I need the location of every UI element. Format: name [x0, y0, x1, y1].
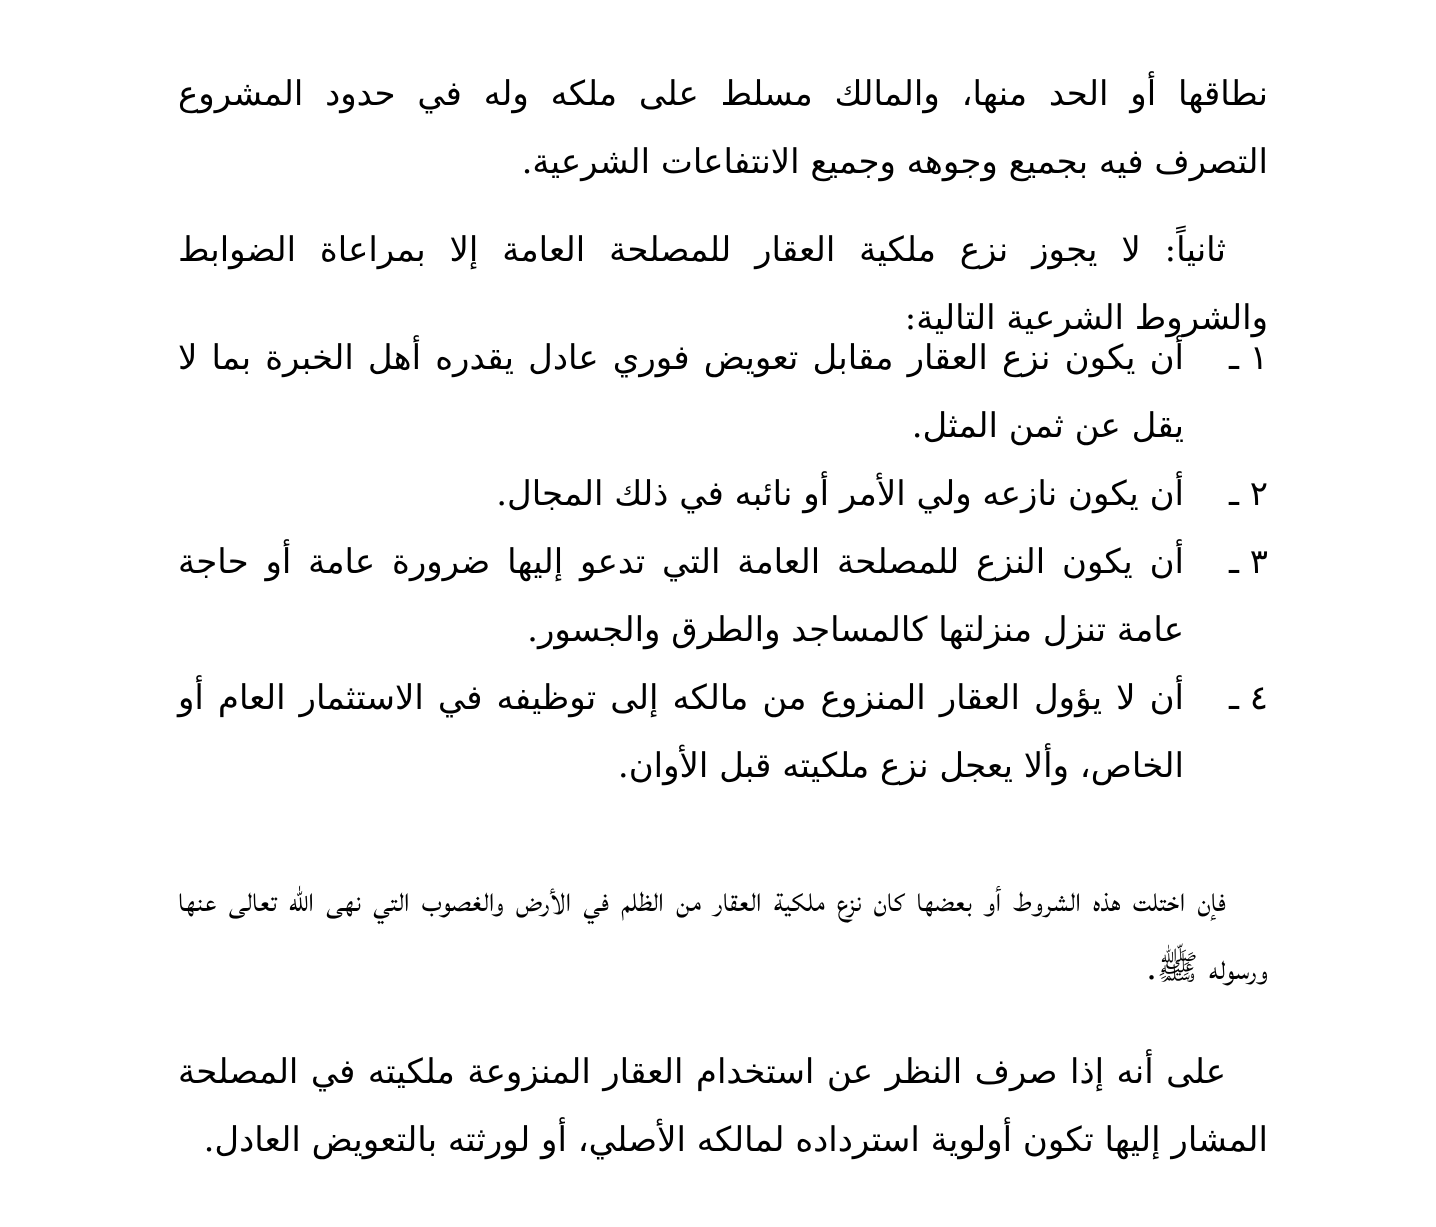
condition-number: ٤ ـ	[1228, 678, 1268, 718]
condition-text: أن يكون نازعه ولي الأمر أو نائبه في ذلك المجال.	[496, 474, 1184, 514]
paragraph-restitution: على أنه إذا صرف النظر عن استخدام العقار المنزوعة ملكيته في المصلحة المشار إليها تكون أولوية استرداده لمالكه الأصلي، أو لورثته بالتعويض العادل.	[178, 1052, 1268, 1160]
condition-number: ٣ ـ	[1228, 542, 1268, 582]
condition-text: أن لا يؤول العقار المنزوع من مالكه إلى توظيفه في الاستثمار العام أو الخاص، وألا يعجل نزع ملكيته قبل الأوان.	[178, 678, 1184, 786]
paragraph-owner-rights: نطاقها أو الحد منها، والمالك مسلط على ملكه وله في حدود المشروع التصرف فيه بجميع وجوهه وجميع الانتفاعات الشرعية.	[178, 74, 1268, 182]
condition-text: أن يكون نزع العقار مقابل تعويض فوري عادل يقدره أهل الخبرة بما لا يقل عن ثمن المثل.	[178, 338, 1184, 446]
paragraph-violation-consequence: فإن اختلت هذه الشروط أو بعضها كان نزع ملكية العقار من الظلم في الأرض والغصوب التي نهى الله تعالى عنها ورسوله ﷺ.	[178, 880, 1268, 988]
paragraph-second-rule: ثانياً: لا يجوز نزع ملكية العقار للمصلحة العامة إلا بمراعاة الضوابط والشروط الشرعية التالية:	[178, 230, 1268, 338]
condition-number: ٢ ـ	[1228, 474, 1268, 514]
condition-number: ١ ـ	[1228, 338, 1268, 378]
condition-text: أن يكون النزع للمصلحة العامة التي تدعو إليها ضرورة عامة أو حاجة عامة تنزل منزلتها كالمساجد والطرق والجسور.	[178, 542, 1184, 650]
